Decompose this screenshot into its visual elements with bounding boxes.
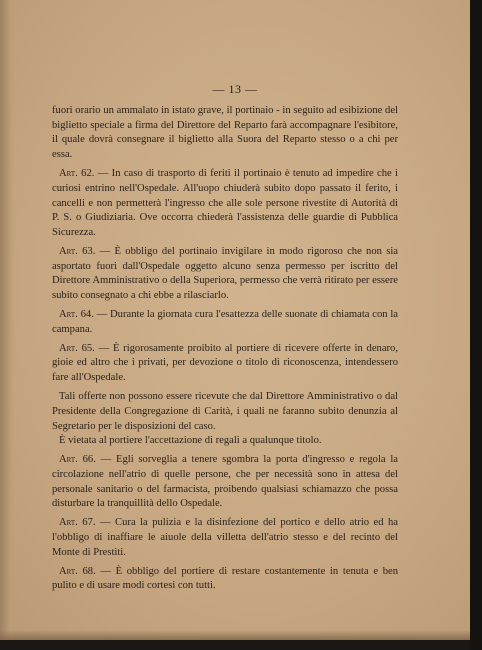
- article-62: [52, 167, 398, 241]
- article-67: [52, 516, 398, 560]
- article-text: — Cura la pulizia e la disinfezione del portico e dello atrio ed ha l'obbligo di inaffiare le aiuole della villetta dell'atrio stesso e del recinto del Monte di Prestiti.: [52, 517, 398, 558]
- article-text: — Durante la giornata cura l'esattezza delle suonate di chiamata con la campana.: [52, 309, 399, 335]
- article-label: Art. 68.: [59, 565, 96, 577]
- scan-border: [470, 0, 482, 650]
- article-text: — Egli sorveglia a tenere sgombra la porta d'ingresso e regola la circolazione nell'atrio di quelle persone, che per necessità sono in attesa del personale sanitario o del farmacista, proibendo qualsiasi schiamazzo che possa disturbare la tranquillità dello Ospedale.: [52, 454, 399, 510]
- article-label: Art. 63.: [59, 245, 96, 257]
- article-65-continued: [52, 390, 398, 434]
- article-68: [52, 565, 398, 594]
- article-63: [52, 245, 398, 304]
- article-65-note: [52, 434, 398, 449]
- article-label: Art. 62.: [59, 168, 95, 180]
- page-number: — 13 —: [212, 82, 258, 96]
- article-text: — È obbligo del portinaio invigilare in modo rigoroso che non sia asportato fuori dall'Ospedale oggetto alcuno senza permesso per iscritto del Direttore Amministrativo o della Superiora, permesso che verrà ritirato per essere subito consegnato a chi ebbe a rilasciarlo.: [52, 245, 398, 302]
- article-label: Art. 67.: [59, 517, 96, 529]
- article-text: — È obbligo del portiere di restare costantemente in tenuta e ben pulito e di usare modi cortesi con tutti.: [52, 565, 398, 592]
- page-body: [52, 104, 398, 598]
- paragraph-continued: [52, 104, 398, 163]
- paragraph-text: fuori orario un ammalato in istato grave, il portinaio - in seguito ad esibizione del biglietto speciale a firma del Direttore del Reparto farà accompagnare l'esibitore, il quale dovrà consegnare il biglietto alla Suora del Reparto stesso o a chi per essa.: [52, 105, 398, 161]
- article-64: [52, 308, 398, 337]
- article-65: [52, 342, 398, 386]
- paragraph-text: Tali offerte non possono essere ricevute che dal Direttore Amministrativo o dal Presidente della Congregazione di Carità, i quali ne faranno subito denunzia al Segretario per le disposizioni del caso.: [52, 391, 398, 432]
- article-label: Art. 66.: [59, 454, 96, 466]
- article-label: Art. 65.: [59, 342, 95, 354]
- article-66: [52, 453, 398, 512]
- page-edge-shadow: [0, 630, 470, 640]
- article-text: — È rigorosamente proibito al portiere di ricevere offerte in denaro, gioie ed altro che i privati, per devozione o titolo di riconoscenza, intendessero fare all'Ospedale.: [52, 342, 399, 384]
- paragraph-text: È vietata al portiere l'accettazione di regali a qualunque titolo.: [59, 435, 322, 447]
- article-text: — In caso di trasporto di feriti il portinaio è tenuto ad impedire che i curiosi entrino nell'Ospedale. All'uopo chiuderà subito dopo passato il ferito, i cancelli e non permetterà l'ingresso che alle sole persone rivestite di Autorità di P. S. o Giudiziaria. Ove occorra chiederà l'assistenza delle guardie di Pubblica Sicurezza.: [52, 168, 399, 238]
- article-label: Art. 64.: [59, 309, 94, 321]
